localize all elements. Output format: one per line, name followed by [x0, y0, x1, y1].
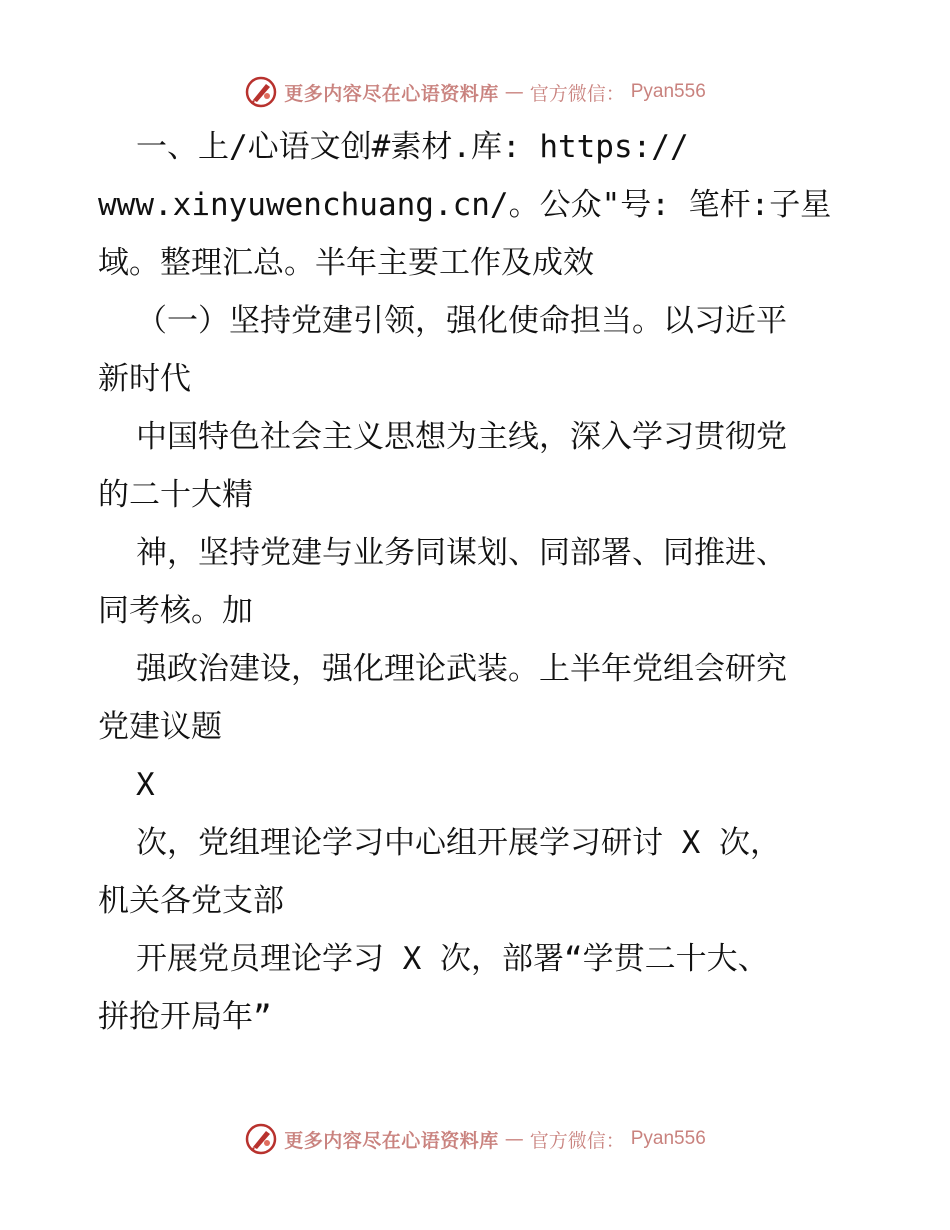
banner-wechat-label: 官方微信： [529, 82, 625, 105]
banner-wechat-handle: Pyan556 [630, 1128, 706, 1149]
banner-separator: — [504, 1128, 524, 1150]
text-line: 域。整理汇总。半年主要工作及成效 [98, 245, 594, 281]
banner-main-text: 更多内容尽在心语资料库 [284, 1129, 499, 1152]
text-line: 拼抢开局年” [98, 999, 272, 1035]
pen-logo-icon [244, 1122, 278, 1156]
pen-logo-icon [244, 75, 278, 109]
text-line: 神，坚持党建与业务同谋划、同部署、同推进、 [136, 535, 787, 571]
text-line: 党建议题 [98, 709, 222, 745]
text-line: www.xinyuwenchuang.cn/。公众"号: 笔杆:子星 [98, 187, 832, 223]
text-line: 同考核。加 [98, 593, 253, 629]
banner-wechat-handle: Pyan556 [630, 81, 706, 102]
text-line: 强政治建设，强化理论武装。上半年党组会研究 [136, 651, 787, 687]
banner-main-text: 更多内容尽在心语资料库 [284, 82, 499, 105]
text-line: 机关各党支部 [98, 883, 284, 919]
header-banner [0, 72, 950, 112]
text-line: （一）坚持党建引领，强化使命担当。以习近平 [136, 303, 787, 339]
document-body [98, 118, 858, 1046]
text-line: 次，党组理论学习中心组开展学习研讨 X 次， [136, 825, 781, 861]
text-line: 的二十大精 [98, 477, 253, 513]
text-line: X [136, 767, 155, 803]
banner-separator: — [504, 81, 524, 103]
text-line: 开展党员理论学习 X 次，部署“学贯二十大、 [136, 941, 769, 977]
text-line: 中国特色社会主义思想为主线，深入学习贯彻党 [136, 419, 787, 455]
text-line: 一、上/心语文创#素材.库: https:// [136, 129, 689, 165]
footer-banner [0, 1119, 950, 1159]
banner-wechat-label: 官方微信： [529, 1129, 625, 1152]
text-line: 新时代 [98, 361, 191, 397]
